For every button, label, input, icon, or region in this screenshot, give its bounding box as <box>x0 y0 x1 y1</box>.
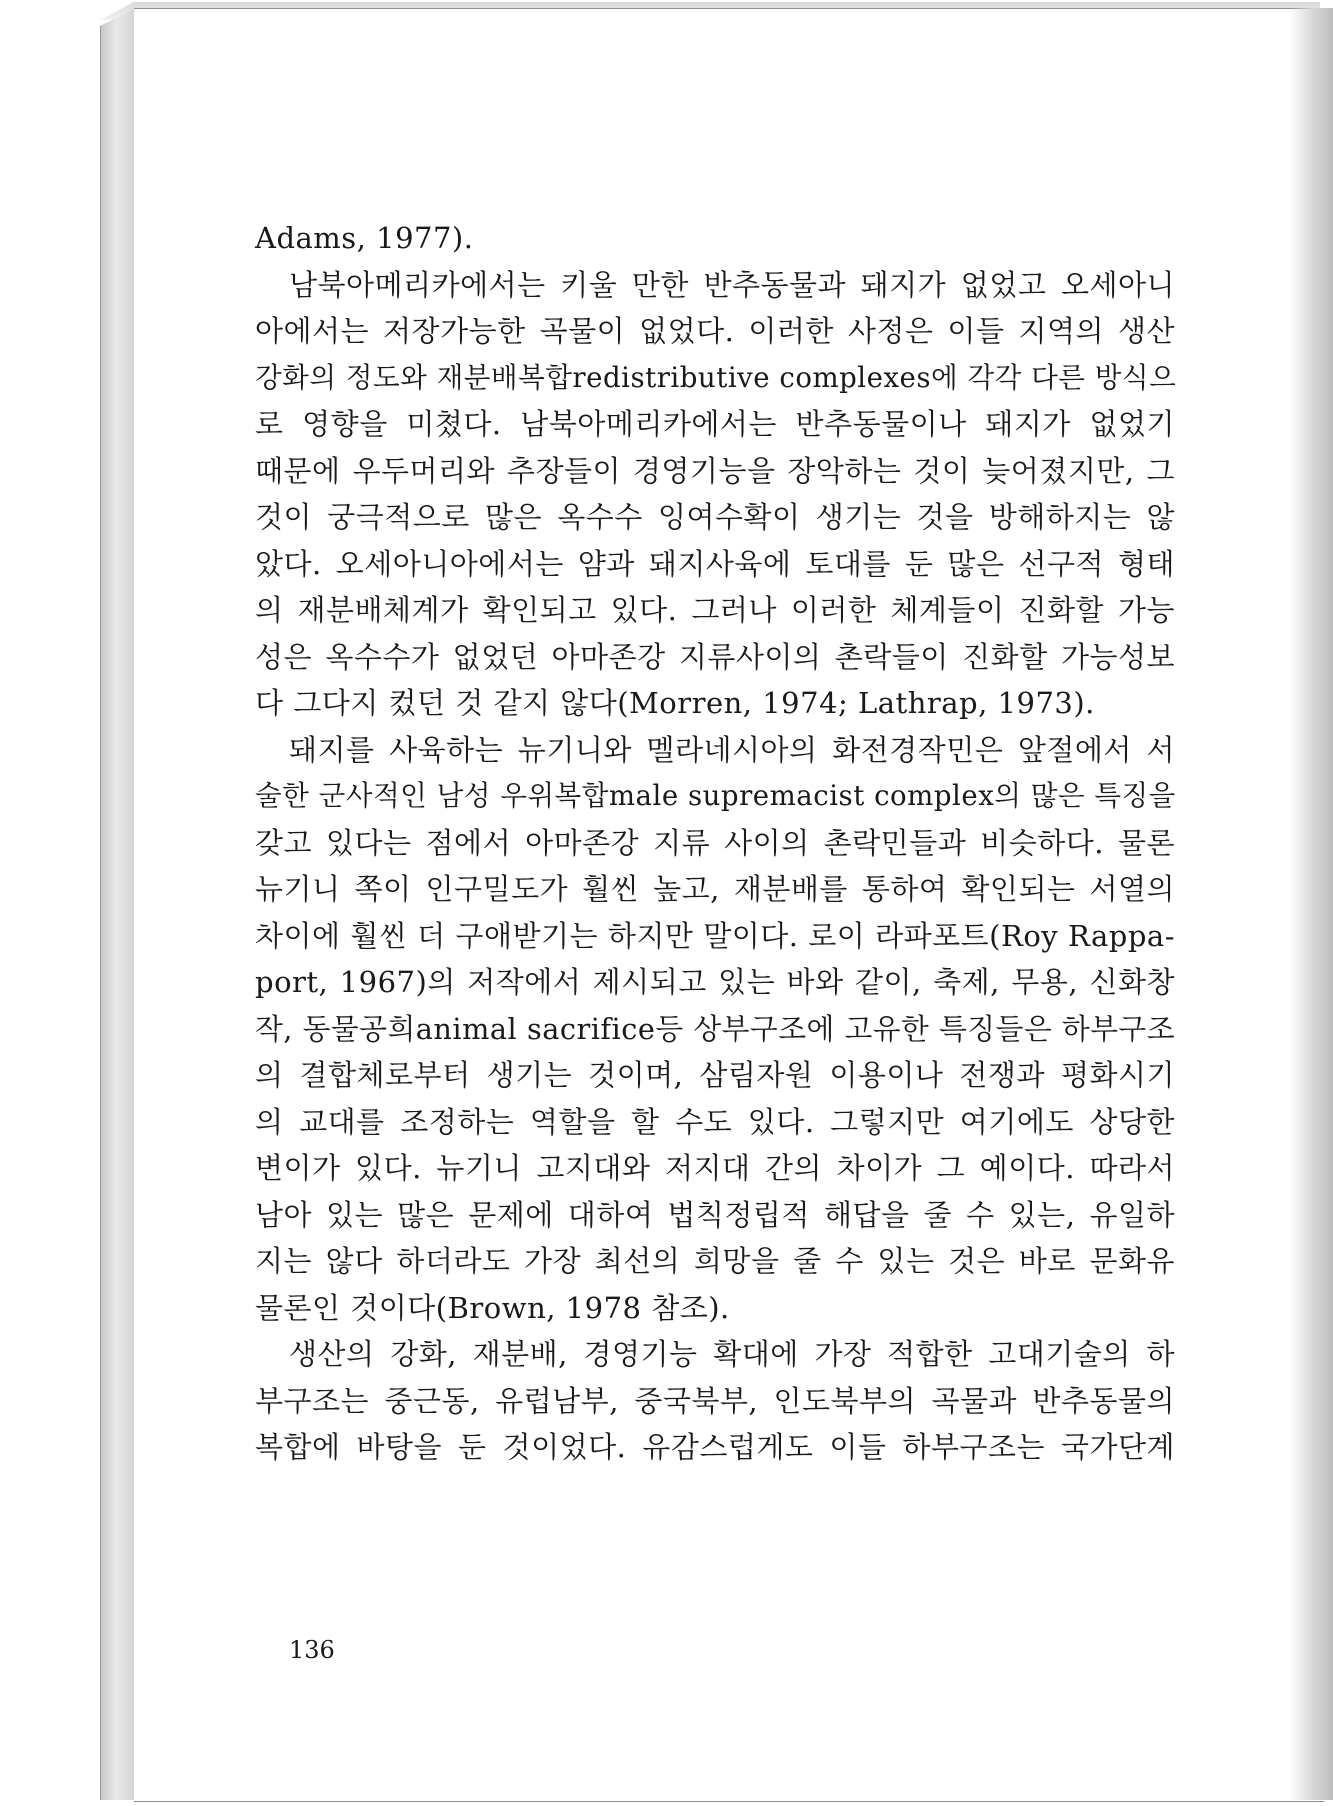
text-line: Adams, 1977). <box>255 221 474 255</box>
text-line: 생산의 강화, 재분배, 경영기능 확대에 가장 적합한 고대기술의 하 <box>289 1337 1175 1371</box>
text-line: 뉴기니 쪽이 인구밀도가 훨씬 높고, 재분배를 통하여 확인되는 서열의 <box>255 872 1175 906</box>
page-number: 136 <box>289 1636 335 1664</box>
text-line: 강화의 정도와 재분배복합redistributive complexes에 각각 다른 방식으 <box>255 360 1177 394</box>
text-line: 지는 않다 하더라도 가장 최선의 희망을 줄 수 있는 것은 바로 문화유 <box>255 1244 1175 1278</box>
body-text <box>255 215 1175 1471</box>
text-line: 물론인 것이다(Brown, 1978 참조). <box>255 1290 730 1325</box>
text-line: port, 1967)의 저작에서 제시되고 있는 바와 같이, 축제, 무용, 신화창 <box>255 965 1175 999</box>
text-line: 복합에 바탕을 둔 것이었다. 유감스럽게도 이들 하부구조는 국가단계 <box>255 1430 1175 1464</box>
text-line: 의 결합체로부터 생기는 것이며, 삼림자원 이용이나 전쟁과 평화시기 <box>255 1058 1175 1092</box>
paragraph-continuation <box>255 215 1175 262</box>
text-line: 다 그다지 컸던 것 같지 않다(Morren, 1974; Lathrap, 1973). <box>255 686 1095 720</box>
text-line: 갖고 있다는 점에서 아마존강 지류 사이의 촌락민들과 비슷하다. 물론 <box>255 825 1175 860</box>
text-line: 것이 궁극적으로 많은 옥수수 잉여수확이 생기는 것을 방해하지는 않 <box>255 500 1175 534</box>
text-line: 술한 군사적인 남성 우위복합male supremacist complex의 많은 특징을 <box>255 779 1176 812</box>
text-line: 부구조는 중근동, 유럽남부, 중국북부, 인도북부의 곡물과 반추동물의 <box>255 1383 1175 1418</box>
text-line: 았다. 오세아니아에서는 얌과 돼지사육에 토대를 둔 많은 선구적 형태 <box>255 546 1175 581</box>
text-line: 변이가 있다. 뉴기니 고지대와 저지대 간의 차이가 그 예이다. 따라서 <box>255 1151 1175 1185</box>
paragraph-new-guinea <box>255 727 1175 1332</box>
text-line: 남아 있는 많은 문제에 대하여 법칙정립적 해답을 줄 수 있는, 유일하 <box>255 1197 1175 1232</box>
text-line: 성은 옥수수가 없었던 아마존강 지류사이의 촌락들이 진화할 가능성보 <box>255 639 1175 674</box>
paragraph-intensification <box>255 1331 1175 1471</box>
book-spine <box>100 8 136 1800</box>
text-line: 때문에 우두머리와 추장들이 경영기능을 장악하는 것이 늦어졌지만, 그 <box>255 453 1175 488</box>
text-line: 차이에 훨씬 더 구애받기는 하지만 말이다. 로이 라파포트(Roy Rappa- <box>255 918 1175 953</box>
page-edge-shadow <box>1290 8 1333 1800</box>
text-line: 남북아메리카에서는 키울 만한 반추동물과 돼지가 없었고 오세아니 <box>289 267 1175 302</box>
text-line: 의 재분배체계가 확인되고 있다. 그러나 이러한 체계들이 진화할 가능 <box>255 593 1175 627</box>
text-line: 아에서는 저장가능한 곡물이 없었다. 이러한 사정은 이들 지역의 생산 <box>255 314 1175 348</box>
text-line: 돼지를 사육하는 뉴기니와 멜라네시아의 화전경작민은 앞절에서 서 <box>289 732 1175 767</box>
text-line: 의 교대를 조정하는 역할을 할 수도 있다. 그렇지만 여기에도 상당한 <box>255 1104 1175 1139</box>
text-line: 작, 동물공희animal sacrifice등 상부구조에 고유한 특징들은 하부구조 <box>255 1011 1175 1046</box>
paragraph-americas-oceania <box>255 262 1175 727</box>
text-line: 로 영향을 미쳤다. 남북아메리카에서는 반추동물이나 돼지가 없었기 <box>255 407 1175 441</box>
